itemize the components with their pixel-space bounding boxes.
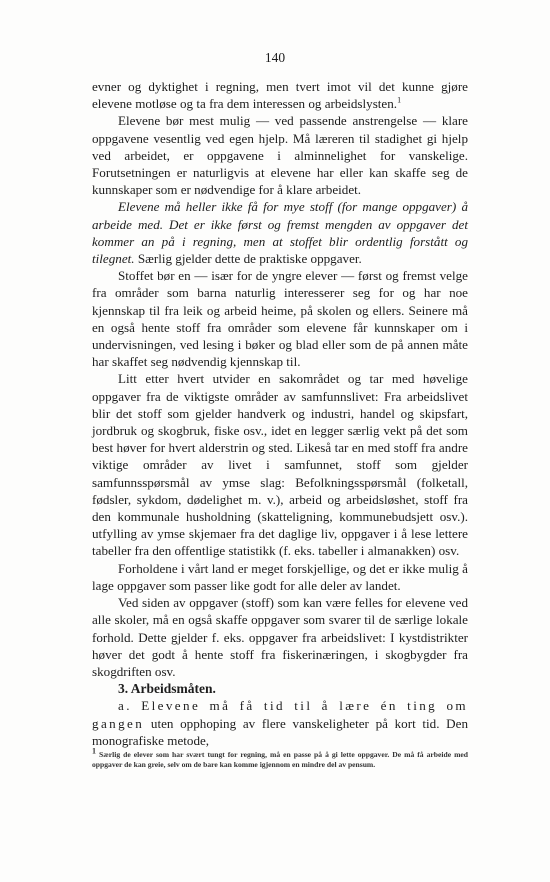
paragraph-7: Ved siden av oppgaver (stoff) som kan være felles for elevene ved alle skoler, må en også skaffe oppgaver som svarer til de særlige lokale forhold. Dette gjelder f. eks. oppgaver fra arbeidslivet: I kystdistrikter høver det godt å hente stoff fra fiskerinæringen, i skogbygder fra skogdriften osv. bbox=[92, 595, 468, 679]
paragraph-3 bbox=[92, 198, 468, 267]
section-heading: 3. Arbeidsmåten. bbox=[118, 681, 216, 697]
footnote-mark: 1 bbox=[92, 746, 96, 756]
paragraph-3-rest: Særlig gjelder dette de praktiske oppgaver. bbox=[134, 251, 362, 267]
paragraph-3-italic: Elevene må heller ikke få for mye stoff (for mange oppgaver) å arbeide med. Det er ikke først og fremst mengden av oppgaver det kommer an på i regning, men at stoffet blir ordentlig forstått og tilegnet. bbox=[92, 199, 468, 267]
body-text bbox=[92, 78, 468, 749]
paragraph-2: Elevene bør mest mulig — ved passende anstrengelse — klare oppgavene vesentlig ved egen hjelp. Må læreren til stadighet gi hjelp ved arbeidet, er oppgavene i alminnelighet for vanskelige. Forutsetningen er naturligvis at elevene har eller kan skaffe seg de kunnskaper som er nødvendige for å klare arbeidet. bbox=[92, 113, 468, 198]
paragraph-1 bbox=[92, 78, 468, 112]
paragraph-8-rest: uten opphoping av flere vanskeligheter på kort tid. Den monografiske metode, bbox=[92, 715, 468, 748]
paragraph-1-text: evner og dyktighet i regning, men tvert imot vil det kunne gjøre elevene motløse og ta fra dem interessen og arbeidslysten. bbox=[92, 79, 468, 112]
paragraph-8-spaced: a. Elevene må få tid til å lære én ting om gangen bbox=[92, 698, 468, 731]
footnote-text: Særlig de elever som har svært tungt for regning, må en passe på å gi lette oppgaver. De må få arbeide med oppgaver de kan greie, selv om de bare kan komme igjennom en mindre del av pensum. bbox=[92, 750, 468, 769]
paragraph-4: Stoffet bør en — især for de yngre elever — først og fremst velge fra områder som barna naturlig interesserer seg for og har noe kjennskap til fra leik og arbeid heime, på skolen og ellers. Seinere må en også hente stoff fra områder som elevene får kunnskaper om i undervisningen, ved lesing i bøker og blad eller som de på annen måte har skaffet seg nødvendig kjennskap til. bbox=[92, 268, 468, 370]
page-number: 140 bbox=[264, 50, 286, 65]
footnote bbox=[92, 746, 468, 770]
footnote-reference: 1 bbox=[397, 95, 402, 105]
paragraph-8 bbox=[92, 697, 468, 749]
paragraph-5: Litt etter hvert utvider en sakområdet og tar med høvelige oppgaver fra de viktigste områder av samfunnslivet: Fra arbeidslivet blir det stoff som gjelder handverk og industri, handel og skipsfart, jordbruk og skogbruk, fiske osv., idet en legger særlig vekt på det som best høver for hvert alderstrin og sted. Likeså tar en med stoff fra andre viktige områder av livet i samfunnet, stoff som gjelder samfunnsspørsmål av ymse slag: Befolkningsspørsmål (folketall, fødsler, sykdom, dødelighet m. v.), arbeid og arbeidsløshet, stoff fra den kommunale husholdning (skatteligning, kommunebudsjett osv.). utfylling av ymse skjemaer fra det daglige liv, oppgaver i å lese lettere tabeller fra den offentlige statistikk (f. eks. tabeller i almanakken) osv. bbox=[92, 371, 468, 559]
paragraph-6: Forholdene i vårt land er meget forskjellige, og det er ikke mulig å lage oppgaver som passer like godt for alle deler av landet. bbox=[92, 560, 468, 593]
